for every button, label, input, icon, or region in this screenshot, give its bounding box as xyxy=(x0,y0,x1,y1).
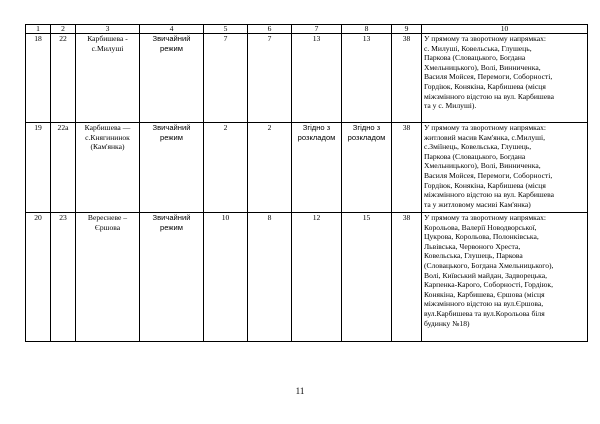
route-description-line: Волі, Київський майдан, Задворецька, xyxy=(424,270,547,280)
route-description-line: Василя Мойсея, Перемоги, Соборності, xyxy=(424,72,553,82)
page-number: 11 xyxy=(295,386,305,396)
route-description-line: Хмельницького), Волі, Винниченка, xyxy=(424,62,541,72)
route-name-line: Карбишева - xyxy=(87,34,128,43)
route-description-line: Цукрова, Корольова, Полонківська, xyxy=(424,232,539,242)
route-description-line: У прямому та зворотному напрямках: xyxy=(424,34,546,43)
route-name-line: Карбишева — xyxy=(84,123,131,132)
routes-table xyxy=(25,24,588,342)
route-description-line: Паркова (Словацького, Богдана xyxy=(424,53,526,63)
route-description-line: (Словацького, Богдана Хмельницького), xyxy=(424,260,554,270)
route-description-line: будинку №18) xyxy=(424,318,470,328)
value-cell: 2 xyxy=(248,123,292,213)
traffic-mode xyxy=(140,213,204,342)
route-description-line: Львівська, Червоного Хреста, xyxy=(424,241,521,251)
schedule-line: Згідно з xyxy=(302,123,331,132)
route-description-line: с. Милуші, Ковельська, Глушець, xyxy=(424,43,532,53)
route-name-line: Вересневе – xyxy=(87,213,128,222)
route-description-line: житловий масив Кам'янка, с.Милуші, xyxy=(424,132,546,142)
value-cell: 8 xyxy=(248,213,292,342)
route-description xyxy=(422,34,588,123)
route-name xyxy=(76,123,140,213)
header-cell: 5 xyxy=(204,25,248,34)
header-cell: 10 xyxy=(422,25,588,34)
route-name-line: с.Милуші xyxy=(91,43,124,53)
table-header-row xyxy=(26,25,588,34)
route-number: 23 xyxy=(51,213,76,342)
header-cell: 9 xyxy=(392,25,422,34)
route-description-line: та у с. Милуші). xyxy=(424,101,477,111)
route-name xyxy=(76,213,140,342)
route-description-line: міжзмінного відстою на вул. Карбишева xyxy=(424,190,554,200)
value-cell: 7 xyxy=(204,34,248,123)
schedule-line: розкладом xyxy=(347,132,386,142)
header-cell: 8 xyxy=(342,25,392,34)
schedule-line: розкладом xyxy=(297,132,336,142)
route-name-line: Єршова xyxy=(94,222,121,232)
route-description-line: с.Зміїнець, Ковельська, Глушець, xyxy=(424,142,532,152)
route-description-line: вул.Карбишева та вул.Корольова біля xyxy=(424,308,545,318)
traffic-mode-line: Звичайний xyxy=(152,213,191,222)
route-name-line: (Кам'янка) xyxy=(90,142,125,152)
header-cell: 7 xyxy=(292,25,342,34)
header-cell: 6 xyxy=(248,25,292,34)
row-number: 19 xyxy=(26,123,51,213)
table-row xyxy=(26,34,588,123)
schedule-line: Згідно з xyxy=(352,123,381,132)
value-cell: 13 xyxy=(342,34,392,123)
traffic-mode-line: режим xyxy=(160,43,183,53)
traffic-mode xyxy=(140,123,204,213)
route-description-line: У прямому та зворотному напрямках: xyxy=(424,213,546,222)
header-cell: 2 xyxy=(51,25,76,34)
traffic-mode-line: Звичайний xyxy=(152,123,191,132)
traffic-mode xyxy=(140,34,204,123)
route-description-line: Василя Мойсея, Перемоги, Соборності, xyxy=(424,170,553,180)
route-description-line: міжзмінного відстою на вул. Карбишева xyxy=(424,91,554,101)
route-name xyxy=(76,34,140,123)
value-cell: 38 xyxy=(392,34,422,123)
route-description-line: Карпенка-Карого, Соборності, Гордіюк, xyxy=(424,280,553,290)
route-description-line: Гордіюк, Конякіна, Карбишева (місця xyxy=(424,180,546,190)
route-description-line: Конякіна, Карбишева, Єршова (місця xyxy=(424,289,545,299)
route-description-line: та у житловому масиві Кам'янка) xyxy=(424,199,531,209)
value-cell: 15 xyxy=(342,213,392,342)
route-description xyxy=(422,123,588,213)
value-cell: 13 xyxy=(292,34,342,123)
route-description-line: Паркова (Словацького, Богдана xyxy=(424,151,526,161)
traffic-mode-line: режим xyxy=(160,222,183,232)
route-description xyxy=(422,213,588,342)
header-cell: 3 xyxy=(76,25,140,34)
route-number: 22 xyxy=(51,34,76,123)
value-cell: 10 xyxy=(204,213,248,342)
header-cell: 4 xyxy=(140,25,204,34)
route-name-line: с.Княгининок xyxy=(85,132,130,142)
value-cell: 7 xyxy=(248,34,292,123)
table-row xyxy=(26,123,588,213)
schedule-cell xyxy=(342,123,392,213)
schedule-cell xyxy=(292,123,342,213)
traffic-mode-line: Звичайний xyxy=(152,34,191,43)
value-cell: 38 xyxy=(392,213,422,342)
value-cell: 2 xyxy=(204,123,248,213)
header-cell: 1 xyxy=(26,25,51,34)
value-cell: 12 xyxy=(292,213,342,342)
route-description-line: Корольова, Валерії Новодворської, xyxy=(424,222,537,232)
route-number: 22а xyxy=(51,123,76,213)
route-description-line: У прямому та зворотному напрямках: xyxy=(424,123,546,132)
row-number: 20 xyxy=(26,213,51,342)
route-description-line: Гордіюк, Конякіна, Карбишева (місця xyxy=(424,81,546,91)
row-number: 18 xyxy=(26,34,51,123)
traffic-mode-line: режим xyxy=(160,132,183,142)
table-row xyxy=(26,213,588,342)
route-description-line: Хмельницького), Волі, Винниченка, xyxy=(424,161,541,171)
route-description-line: Ковельська, Глушець, Паркова xyxy=(424,251,523,261)
route-description-line: міжзмінного відстою на вул.Єршова, xyxy=(424,299,544,309)
value-cell: 38 xyxy=(392,123,422,213)
